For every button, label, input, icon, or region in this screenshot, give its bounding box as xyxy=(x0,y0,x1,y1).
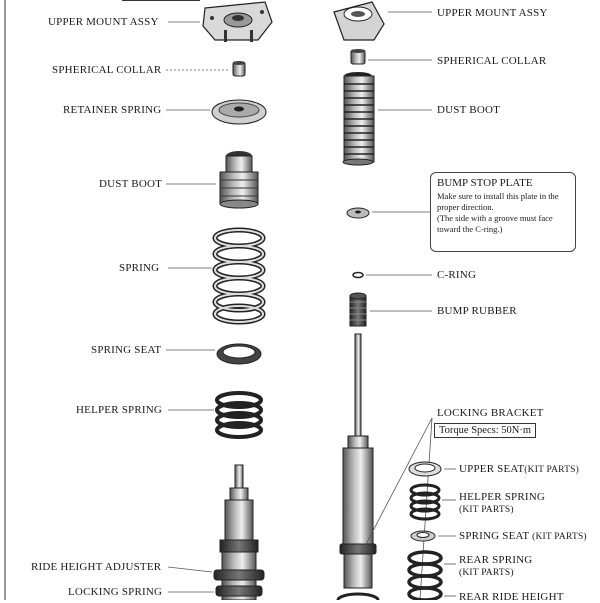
right-upper-mount xyxy=(334,2,384,40)
label-c-ring: C-RING xyxy=(437,269,477,281)
bump-stop-plate-title: BUMP STOP PLATE xyxy=(437,177,533,189)
right-c-ring xyxy=(353,273,363,278)
left-retainer-spring xyxy=(212,100,266,124)
label-helper-spring-left: HELPER SPRING xyxy=(76,404,163,416)
left-spherical-collar xyxy=(233,61,245,76)
right-dust-boot xyxy=(343,72,374,165)
label-spherical-collar-left: SPHERICAL COLLAR xyxy=(52,64,162,76)
label-spring-seat-right xyxy=(459,530,587,543)
label-spring-seat-left: SPRING SEAT xyxy=(91,344,162,356)
label-dust-boot-right: DUST BOOT xyxy=(437,104,501,116)
left-helper-spring xyxy=(217,393,261,437)
left-upper-mount xyxy=(203,2,272,42)
upper-seat-text: UPPER SEAT xyxy=(459,463,525,475)
label-rear-spring-kit: (KIT PARTS) xyxy=(459,568,514,578)
label-upper-mount-assy-right: UPPER MOUNT ASSY xyxy=(437,7,548,19)
bump-stop-note-line-1: Make sure to install this plate in the xyxy=(437,191,559,201)
label-locking-bracket: LOCKING BRACKET xyxy=(437,407,544,419)
label-upper-seat xyxy=(459,463,579,476)
left-dust-boot xyxy=(220,151,258,208)
right-bump-stop-plate xyxy=(347,208,369,218)
left-damper-body xyxy=(214,465,264,600)
label-spring: SPRING xyxy=(119,262,160,274)
bump-stop-note-line-3: (The side with a groove must face xyxy=(437,213,553,223)
label-dust-boot-left: DUST BOOT xyxy=(99,178,163,190)
right-rear-spring xyxy=(409,552,441,600)
label-rear-ride-height: REAR RIDE HEIGHT xyxy=(459,591,564,603)
spring-seat-right-text: SPRING SEAT xyxy=(459,530,530,542)
bump-stop-plate-note xyxy=(430,172,576,252)
label-ride-height-adjuster: RIDE HEIGHT ADJUSTER xyxy=(31,561,162,573)
torque-spec-box: Torque Specs: 50N·m xyxy=(434,423,536,438)
right-spherical-collar xyxy=(351,49,365,64)
right-bump-rubber xyxy=(350,293,366,326)
upper-seat-kit-note: (KIT PARTS) xyxy=(524,465,579,475)
label-bump-rubber: BUMP RUBBER xyxy=(437,305,517,317)
label-retainer-spring: RETAINER SPRING xyxy=(63,104,162,116)
label-upper-mount-assy-left: UPPER MOUNT ASSY xyxy=(48,16,159,28)
bump-stop-note-line-2: proper direction. xyxy=(437,202,494,212)
label-locking-spring: LOCKING SPRING xyxy=(68,586,163,598)
bump-stop-note-line-4: toward the C-ring.) xyxy=(437,224,503,234)
right-helper-spring xyxy=(411,485,439,519)
left-spring-seat xyxy=(217,344,261,364)
right-spring-seat xyxy=(411,531,435,541)
right-upper-seat xyxy=(409,462,441,476)
label-helper-spring-kit: (KIT PARTS) xyxy=(459,505,514,515)
label-spherical-collar-right: SPHERICAL COLLAR xyxy=(437,55,547,67)
right-damper xyxy=(338,334,378,600)
label-helper-spring-right: HELPER SPRING xyxy=(459,491,546,503)
label-rear-spring: REAR SPRING xyxy=(459,554,533,566)
spring-seat-kit-note: (KIT PARTS) xyxy=(532,532,587,542)
